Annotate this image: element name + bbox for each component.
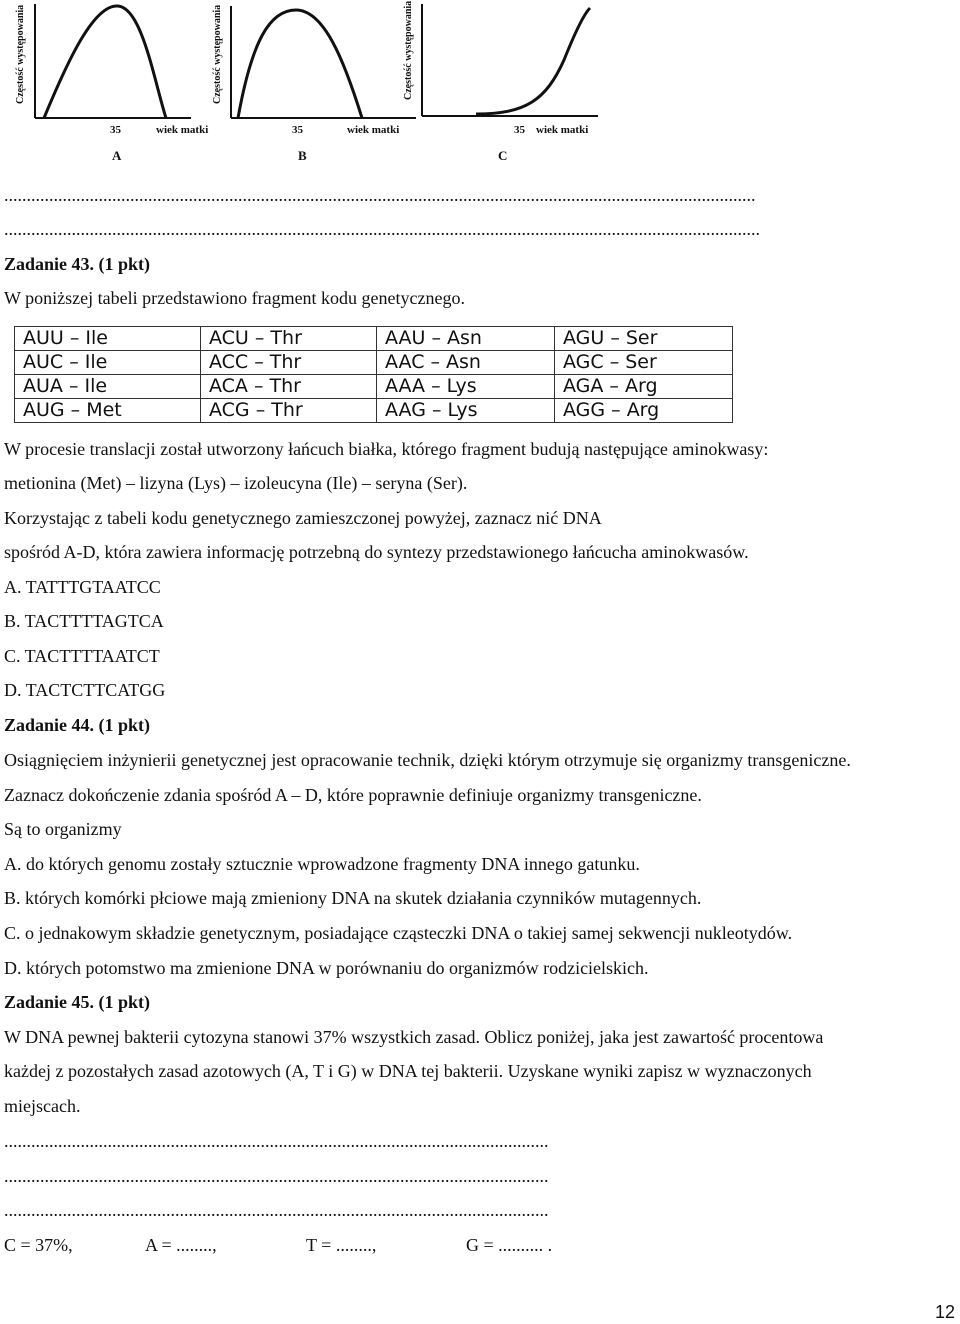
graph-c [396,0,606,170]
table-cell: AGA – Arg [555,375,733,399]
graph-c-tick: 35 [514,124,525,136]
table-cell: ACA – Thr [201,375,377,399]
graph-c-ylabel: Częstość występowania [403,0,414,100]
task44-title: Zadanie 44. (1 pkt) [4,715,151,735]
graph-a-ylabel: Częstość występowania [15,4,26,104]
task43-paragraph-2: metionina (Met) – lizyna (Lys) – izoleucyna (Ile) – seryna (Ser). [4,473,468,493]
table-cell: ACG – Thr [201,399,377,423]
table-cell: ACC – Thr [201,351,377,375]
task45-paragraph-3: miejscach. [4,1096,81,1116]
task44-option-d[interactable]: D. których potomstwo ma zmienione DNA w porównaniu do organizmów rodzicielskich. [4,958,649,978]
table-row [15,399,733,423]
task44-paragraph-1: Osiągnięciem inżynierii genetycznej jest opracowanie technik, dzięki którym otrzymuje się organizmy transgeniczne. [4,750,851,770]
task45-paragraph-1: W DNA pewnej bakterii cytozyna stanowi 37% wszystkich zasad. Oblicz poniżej, jaka jest zawartość procentowa [4,1027,824,1047]
task45-answer-line-1[interactable]: ......................................................................................................................... [4,1131,549,1151]
task44-option-a[interactable]: A. do których genomu zostały sztucznie wprowadzone fragmenty DNA innego gatunku. [4,854,640,874]
graph-b-label: B [298,148,307,163]
answer-a-field[interactable]: A = ........, [145,1235,217,1255]
task45-answer-line-3[interactable]: ......................................................................................................................... [4,1200,549,1220]
graph-a [6,0,209,170]
task44-option-c[interactable]: C. o jednakowym składzie genetycznym, posiadające cząsteczki DNA o takiej samej sekwencji nukleotydów. [4,923,793,943]
task43-option-c[interactable]: C. TACTTTTAATCT [4,646,160,666]
table-row [15,375,733,399]
task45-paragraph-2: każdej z pozostałych zasad azotowych (A, T i G) w DNA tej bakterii. Uzyskane wyniki zapisz w wyznaczonych [4,1061,812,1081]
graph-a-curve [44,6,166,118]
task43-option-a[interactable]: A. TATTTGTAATCC [4,577,161,597]
table-cell: AUU – Ile [15,327,201,351]
table-cell: AAU – Asn [377,327,555,351]
graph-b-tick: 35 [292,124,303,136]
answer-line-2[interactable]: ........................................................................................................................................................................ [4,219,760,239]
task43-intro: W poniższej tabeli przedstawiono fragment kodu genetycznego. [4,288,466,308]
answer-line-1[interactable]: ....................................................................................................................................................................... [4,185,756,205]
task45-answer-line-2[interactable]: ......................................................................................................................... [4,1166,549,1186]
graph-b-ylabel: Częstość występowania [212,4,223,104]
task45-title: Zadanie 45. (1 pkt) [4,992,151,1012]
table-cell: AGG – Arg [555,399,733,423]
graph-b [204,0,424,170]
task43-title: Zadanie 43. (1 pkt) [4,254,151,274]
graph-b-xlabel: wiek matki [347,124,400,136]
table-cell: AAC – Asn [377,351,555,375]
task44-paragraph-3: Są to organizmy [4,819,122,839]
table-cell: AAA – Lys [377,375,555,399]
task43-option-b[interactable]: B. TACTTTTAGTCA [4,611,164,631]
table-cell: ACU – Thr [201,327,377,351]
table-cell: AUC – Ile [15,351,201,375]
page-number: 12 [935,1302,956,1322]
table-cell: AAG – Lys [377,399,555,423]
answer-g-field[interactable]: G = .......... . [466,1235,553,1255]
graph-a-tick: 35 [110,124,121,136]
task43-paragraph-3: Korzystając z tabeli kodu genetycznego zamieszczonej powyżej, zaznacz nić DNA [4,508,602,528]
table-cell: AUA – Ile [15,375,201,399]
graph-a-xlabel: wiek matki [156,124,209,136]
table-row [15,351,733,375]
table-cell: AGC – Ser [555,351,733,375]
answer-t-field[interactable]: T = ........, [306,1235,377,1255]
graph-c-label: C [498,148,508,163]
graph-c-curve [476,8,590,114]
table-cell: AUG – Met [15,399,201,423]
graph-a-label: A [112,148,122,163]
task43-paragraph-1: W procesie translacji został utworzony łańcuch białka, którego fragment budują następujące aminokwasy: [4,439,769,459]
task44-paragraph-2: Zaznacz dokończenie zdania spośród A – D, które poprawnie definiuje organizmy transgeniczne. [4,785,702,805]
codon-table [14,326,733,423]
task44-option-b[interactable]: B. których komórki płciowe mają zmieniony DNA na skutek działania czynników mutagennych. [4,888,702,908]
task43-paragraph-4: spośród A-D, która zawiera informację potrzebną do syntezy przedstawionego łańcucha aminokwasów. [4,542,749,562]
graph-b-curve [238,10,362,118]
table-cell: AGU – Ser [555,327,733,351]
table-row [15,327,733,351]
answer-c: C = 37%, [4,1235,73,1255]
task43-option-d[interactable]: D. TACTCTTCATGG [4,680,166,700]
graph-c-xlabel: wiek matki [536,124,589,136]
